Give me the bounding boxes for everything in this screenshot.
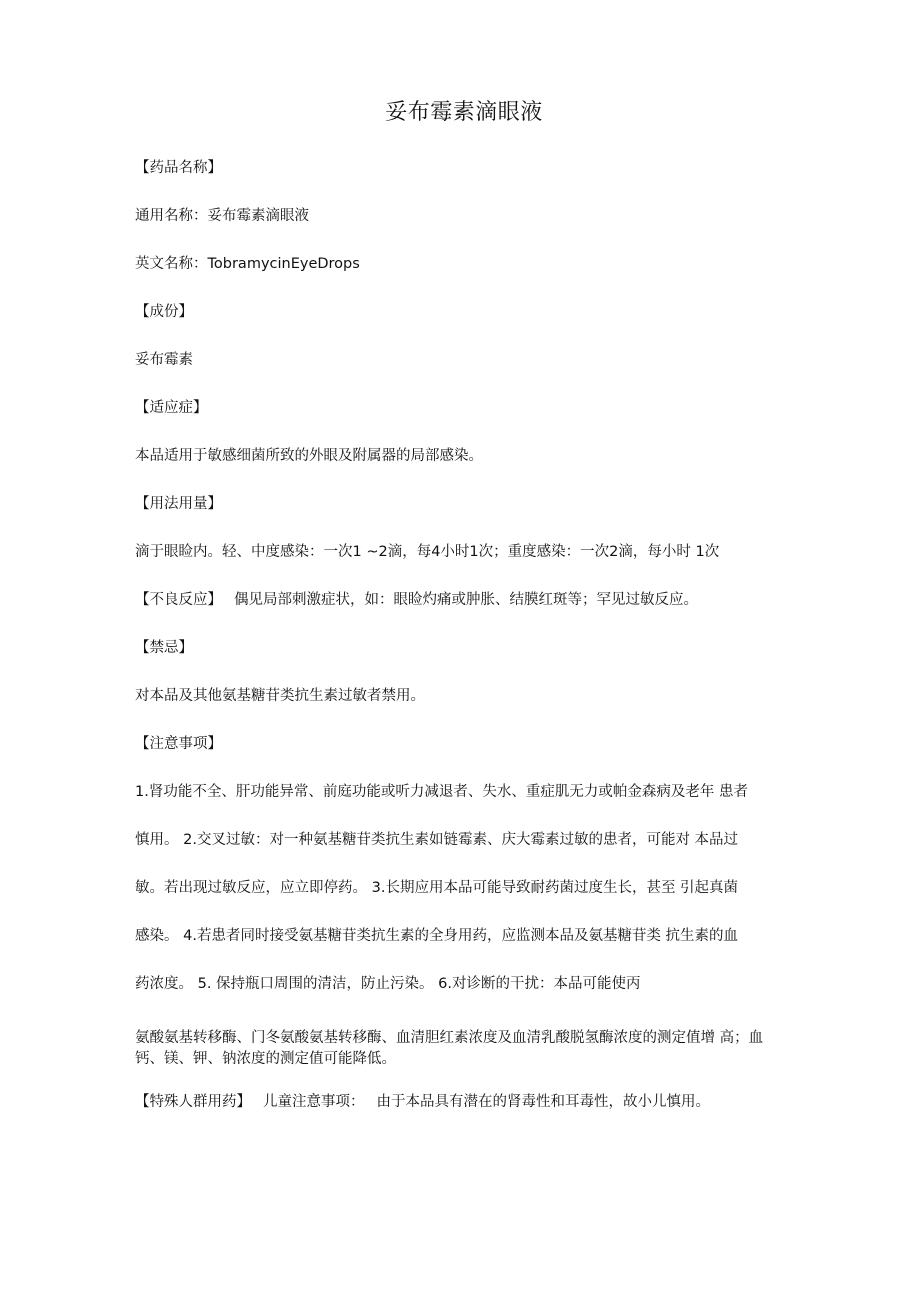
precautions-line: 慎用。 2.交叉过敏：对一种氨基糖苷类抗生素如链霉素、庆大霉素过敏的患者，可能对 本品过 xyxy=(135,832,739,848)
precautions-continuation: 氨酸氨基转移酶、门冬氨酸氨基转移酶、血清胆红素浓度及血清乳酸脱氢酶浓度的测定值增 高；血钙、镁、钾、钠浓度的测定值可能降低。 xyxy=(135,1030,764,1067)
special-populations-label: 儿童注意事项： xyxy=(263,1094,365,1110)
precautions-line: 药浓度。 5. 保持瓶口周围的清洁，防止污染。 6.对诊断的干扰：本品可能使丙 xyxy=(135,976,641,992)
section-heading-drug-name: 【药品名称】 xyxy=(135,160,222,176)
special-populations xyxy=(135,1092,805,1112)
contraindications-text: 对本品及其他氨基糖苷类抗生素过敏者禁用。 xyxy=(135,688,425,704)
dosage-text: 滴于眼睑内。轻、中度感染：一次1 ~2滴，每4小时1次；重度感染：一次2滴，每小时 1次 xyxy=(135,544,720,560)
section-heading-dosage: 【用法用量】 xyxy=(135,496,222,512)
special-populations-text: 由于本品具有潜在的肾毒性和耳毒性，故小儿慎用。 xyxy=(376,1094,710,1110)
section-heading-indications: 【适应症】 xyxy=(135,400,208,416)
ingredients-text: 妥布霉素 xyxy=(135,352,193,368)
precautions-line: 敏。若出现过敏反应，应立即停药。 3.长期应用本品可能导致耐药菌过度生长，甚至 引起真菌 xyxy=(135,880,739,896)
section-heading-ingredients: 【成份】 xyxy=(135,304,193,320)
adverse-reactions-text: 偶见局部刺激症状，如：眼睑灼痛或肿胀、结膜红斑等；罕见过敏反应。 xyxy=(234,592,698,608)
precautions-line: 感染。 4.若患者同时接受氨基糖苷类抗生素的全身用药，应监测本品及氨基糖苷类 抗生素的血 xyxy=(135,928,739,944)
adverse-reactions xyxy=(135,590,805,610)
english-name: 英文名称：TobramycinEyeDrops xyxy=(135,256,360,272)
precautions-line: 1.肾功能不全、肝功能异常、前庭功能或听力减退者、失水、重症肌无力或帕金森病及老年 患者 xyxy=(135,784,748,800)
section-heading-special-populations: 【特殊人群用药】 xyxy=(135,1094,251,1110)
section-heading-precautions: 【注意事项】 xyxy=(135,736,222,752)
section-heading-contraindications: 【禁忌】 xyxy=(135,640,193,656)
section-heading-adverse-reactions: 【不良反应】 xyxy=(135,592,222,608)
indications-text: 本品适用于敏感细菌所致的外眼及附属器的局部感染。 xyxy=(135,448,483,464)
document-title: 妥布霉素滴眼液 xyxy=(385,100,543,125)
generic-name: 通用名称：妥布霉素滴眼液 xyxy=(135,208,309,224)
